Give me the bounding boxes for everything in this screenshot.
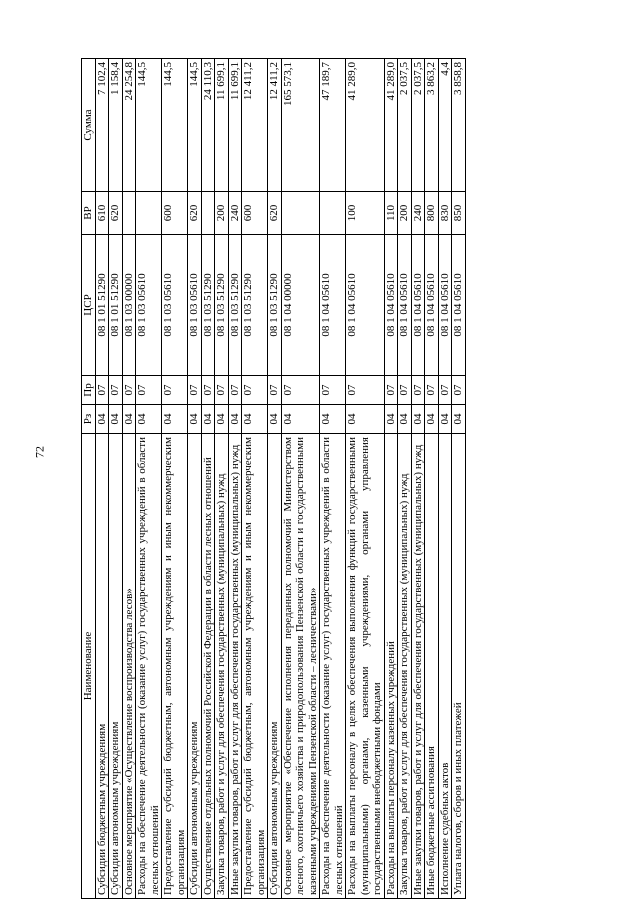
cell-sum: 2 037,5 <box>398 59 412 192</box>
cell-sum: 144,5 <box>188 59 202 192</box>
cell-csr: 08 1 03 51290 <box>268 235 282 376</box>
table-row <box>281 59 320 899</box>
cell-name: Закупка товаров, работ и услуг для обеспечения государственных (муниципальных) нужд <box>215 434 229 899</box>
cell-csr: 08 1 04 05610 <box>320 235 346 376</box>
cell-csr: 08 1 03 05610 <box>136 235 162 376</box>
header-pr: Пр <box>82 376 96 405</box>
cell-pr: 07 <box>109 376 123 405</box>
cell-sum: 3 863,2 <box>425 59 439 192</box>
cell-name: Расходы на обеспечение деятельности (оказание услуг) государственных учреждений в области лесных отношений <box>320 434 346 899</box>
table-row <box>438 59 452 899</box>
cell-csr: 08 1 03 51290 <box>228 235 242 376</box>
cell-sum: 144,5 <box>162 59 188 192</box>
cell-csr: 08 1 04 05610 <box>346 235 385 376</box>
cell-vr: 830 <box>438 192 452 235</box>
cell-csr: 08 1 03 51290 <box>215 235 229 376</box>
cell-pr: 07 <box>320 376 346 405</box>
rotated-page-content <box>81 59 637 899</box>
cell-sum: 24 110,3 <box>201 59 215 192</box>
cell-rz: 04 <box>109 405 123 434</box>
cell-pr: 07 <box>384 376 398 405</box>
cell-rz: 04 <box>188 405 202 434</box>
cell-csr: 08 1 03 05610 <box>162 235 188 376</box>
cell-name: Предоставление субсидий бюджетным, автономным учреждениям и иным некоммерческим организациям <box>242 434 268 899</box>
cell-rz: 04 <box>438 405 452 434</box>
table-row <box>136 59 162 899</box>
cell-pr: 07 <box>162 376 188 405</box>
cell-rz: 04 <box>201 405 215 434</box>
table-row <box>242 59 268 899</box>
cell-sum: 11 699,1 <box>215 59 229 192</box>
cell-pr: 07 <box>281 376 320 405</box>
cell-pr: 07 <box>228 376 242 405</box>
cell-csr: 08 1 04 05610 <box>452 235 466 376</box>
table-row <box>95 59 109 899</box>
cell-pr: 07 <box>188 376 202 405</box>
cell-name: Иные закупки товаров, работ и услуг для обеспечения государственных (муниципальных) нужд <box>228 434 242 899</box>
cell-vr <box>136 192 162 235</box>
cell-sum: 24 254,8 <box>122 59 136 192</box>
table-row <box>162 59 188 899</box>
cell-vr <box>201 192 215 235</box>
cell-vr <box>281 192 320 235</box>
cell-name: Расходы на выплаты персоналу казенных учреждений <box>384 434 398 899</box>
table-row <box>228 59 242 899</box>
cell-name: Субсидии автономным учреждениям <box>188 434 202 899</box>
cell-sum: 4,4 <box>438 59 452 192</box>
cell-csr: 08 1 04 05610 <box>384 235 398 376</box>
cell-rz: 04 <box>122 405 136 434</box>
cell-rz: 04 <box>162 405 188 434</box>
cell-sum: 12 411,2 <box>242 59 268 192</box>
cell-pr: 07 <box>452 376 466 405</box>
cell-sum: 7 102,4 <box>95 59 109 192</box>
cell-vr: 620 <box>188 192 202 235</box>
cell-rz: 04 <box>242 405 268 434</box>
cell-csr: 08 1 01 51290 <box>95 235 109 376</box>
cell-pr: 07 <box>215 376 229 405</box>
cell-rz: 04 <box>136 405 162 434</box>
cell-rz: 04 <box>281 405 320 434</box>
header-rz: Рз <box>82 405 96 434</box>
table-row <box>384 59 398 899</box>
cell-rz: 04 <box>398 405 412 434</box>
budget-table <box>81 58 466 899</box>
cell-pr: 07 <box>136 376 162 405</box>
cell-csr: 08 1 01 51290 <box>109 235 123 376</box>
cell-sum: 41 289,0 <box>346 59 385 192</box>
cell-sum: 2 037,5 <box>411 59 425 192</box>
cell-rz: 04 <box>320 405 346 434</box>
cell-name: Иные закупки товаров, работ и услуг для обеспечения государственных (муниципальных) нужд <box>411 434 425 899</box>
cell-vr: 600 <box>242 192 268 235</box>
cell-vr: 200 <box>215 192 229 235</box>
cell-name: Основное мероприятие «Осуществление воспроизводства лесов» <box>122 434 136 899</box>
table-row <box>268 59 282 899</box>
cell-csr: 08 1 03 51290 <box>201 235 215 376</box>
cell-pr: 07 <box>95 376 109 405</box>
cell-csr: 08 1 03 51290 <box>242 235 268 376</box>
cell-rz: 04 <box>95 405 109 434</box>
cell-vr: 200 <box>398 192 412 235</box>
cell-vr: 620 <box>109 192 123 235</box>
header-name: Наименование <box>82 434 96 899</box>
cell-vr: 850 <box>452 192 466 235</box>
table-row <box>201 59 215 899</box>
cell-vr: 100 <box>346 192 385 235</box>
cell-vr <box>122 192 136 235</box>
cell-vr: 620 <box>268 192 282 235</box>
cell-vr: 600 <box>162 192 188 235</box>
table-row <box>411 59 425 899</box>
table-rotation-frame <box>81 59 637 899</box>
cell-sum: 47 189,7 <box>320 59 346 192</box>
cell-name: Осуществление отдельных полномочий Российской Федерации в области лесных отношений <box>201 434 215 899</box>
page-number: 72 <box>32 446 47 458</box>
table-header <box>82 59 96 899</box>
header-vr: ВР <box>82 192 96 235</box>
cell-name: Субсидии бюджетным учреждениям <box>95 434 109 899</box>
cell-name: Иные бюджетные ассигнования <box>425 434 439 899</box>
header-csr: ЦСР <box>82 235 96 376</box>
table-row <box>215 59 229 899</box>
cell-pr: 07 <box>425 376 439 405</box>
cell-name: Основное мероприятие «Обеспечение исполнения переданных полномочий Министерством лесного, охотничьего хозяйства и природопользования Пензенской области и государственными казенными учреждениями Пензенской области – лесничествами» <box>281 434 320 899</box>
cell-pr: 07 <box>438 376 452 405</box>
cell-sum: 3 858,8 <box>452 59 466 192</box>
cell-name: Расходы на обеспечение деятельности (оказание услуг) государственных учреждений в области лесных отношений <box>136 434 162 899</box>
table-row <box>452 59 466 899</box>
cell-rz: 04 <box>411 405 425 434</box>
cell-pr: 07 <box>346 376 385 405</box>
cell-csr: 08 1 04 05610 <box>425 235 439 376</box>
cell-csr: 08 1 03 05610 <box>188 235 202 376</box>
cell-vr <box>320 192 346 235</box>
cell-rz: 04 <box>268 405 282 434</box>
cell-name: Субсидии автономным учреждениям <box>268 434 282 899</box>
table-row <box>398 59 412 899</box>
cell-rz: 04 <box>228 405 242 434</box>
cell-rz: 04 <box>215 405 229 434</box>
cell-sum: 11 699,1 <box>228 59 242 192</box>
table-row <box>109 59 123 899</box>
cell-pr: 07 <box>411 376 425 405</box>
cell-csr: 08 1 04 00000 <box>281 235 320 376</box>
table-row <box>188 59 202 899</box>
cell-name: Предоставление субсидий бюджетным, автономным учреждениям и иным некоммерческим организациям <box>162 434 188 899</box>
cell-sum: 1 158,4 <box>109 59 123 192</box>
table-row <box>346 59 385 899</box>
cell-name: Закупка товаров, работ и услуг для обеспечения государственных (муниципальных) нужд <box>398 434 412 899</box>
cell-pr: 07 <box>268 376 282 405</box>
cell-name: Расходы на выплаты персоналу в целях обеспечения выполнения функций государственными (муниципальными) органами, казенными учреждениями, органами управления государственными внебюджетными фондами <box>346 434 385 899</box>
cell-rz: 04 <box>425 405 439 434</box>
table-body <box>95 59 465 899</box>
cell-name: Субсидии автономным учреждениям <box>109 434 123 899</box>
cell-sum: 12 411,2 <box>268 59 282 192</box>
cell-vr: 240 <box>228 192 242 235</box>
header-row <box>82 59 96 899</box>
cell-rz: 04 <box>346 405 385 434</box>
cell-pr: 07 <box>242 376 268 405</box>
cell-rz: 04 <box>384 405 398 434</box>
cell-rz: 04 <box>452 405 466 434</box>
cell-vr: 610 <box>95 192 109 235</box>
header-sum: Сумма <box>82 59 96 192</box>
cell-pr: 07 <box>398 376 412 405</box>
cell-csr: 08 1 04 05610 <box>398 235 412 376</box>
cell-csr: 08 1 04 05610 <box>411 235 425 376</box>
cell-csr: 08 1 03 00000 <box>122 235 136 376</box>
cell-name: Исполнение судебных актов <box>438 434 452 899</box>
cell-sum: 144,5 <box>136 59 162 192</box>
cell-csr: 08 1 04 05610 <box>438 235 452 376</box>
cell-sum: 165 573,1 <box>281 59 320 192</box>
table-row <box>425 59 439 899</box>
table-row <box>122 59 136 899</box>
cell-vr: 240 <box>411 192 425 235</box>
cell-sum: 41 289,0 <box>384 59 398 192</box>
cell-vr: 110 <box>384 192 398 235</box>
cell-pr: 07 <box>201 376 215 405</box>
cell-pr: 07 <box>122 376 136 405</box>
table-row <box>320 59 346 899</box>
cell-name: Уплата налогов, сборов и иных платежей <box>452 434 466 899</box>
cell-vr: 800 <box>425 192 439 235</box>
